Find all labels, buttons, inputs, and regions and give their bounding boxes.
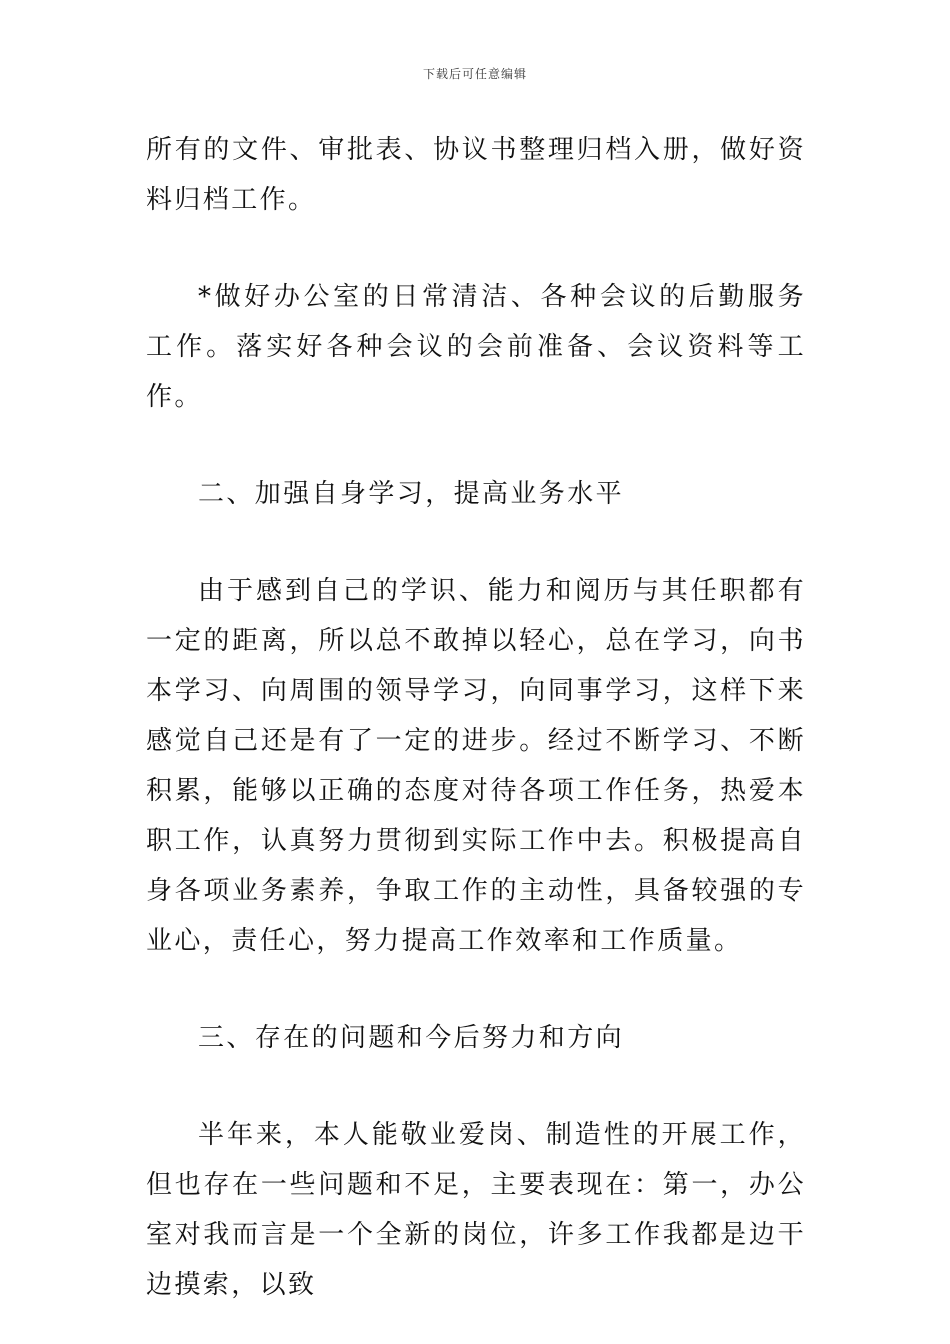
section-heading-study: 二、加强自身学习，提高业务水平 <box>198 479 625 509</box>
paragraph-office-duties: *做好办公室的日常清洁、各种会议的后勤服务工作。落实好各种会议的会前准备、会议资料等工作。 <box>146 282 806 412</box>
document-body <box>146 125 806 1310</box>
section-heading-problems: 三、存在的问题和今后努力和方向 <box>198 1023 625 1053</box>
paragraph-study: 由于感到自己的学识、能力和阅历与其任职都有一定的距离，所以总不敢掉以轻心，总在学习，向书本学习、向周围的领导学习，向同事学习，这样下来感觉自己还是有了一定的进步。经过不断学习、不断积累，能够以正确的态度对待各项工作任务，热爱本职工作，认真努力贯彻到实际工作中去。积极提高自身各项业务素养，争取工作的主动性，具备较强的专业心，责任心，努力提高工作效率和工作质量。 <box>146 576 806 956</box>
paragraph-problems: 半年来，本人能敬业爱岗、制造性的开展工作，但也存在一些问题和不足，主要表现在：第一，办公室对我而言是一个全新的岗位，许多工作我都是边干边摸索，以致 <box>146 1120 806 1300</box>
paragraph-archiving: 所有的文件、审批表、协议书整理归档入册，做好资料归档工作。 <box>146 135 806 215</box>
page-header: 下载后可任意编辑 <box>422 67 527 81</box>
